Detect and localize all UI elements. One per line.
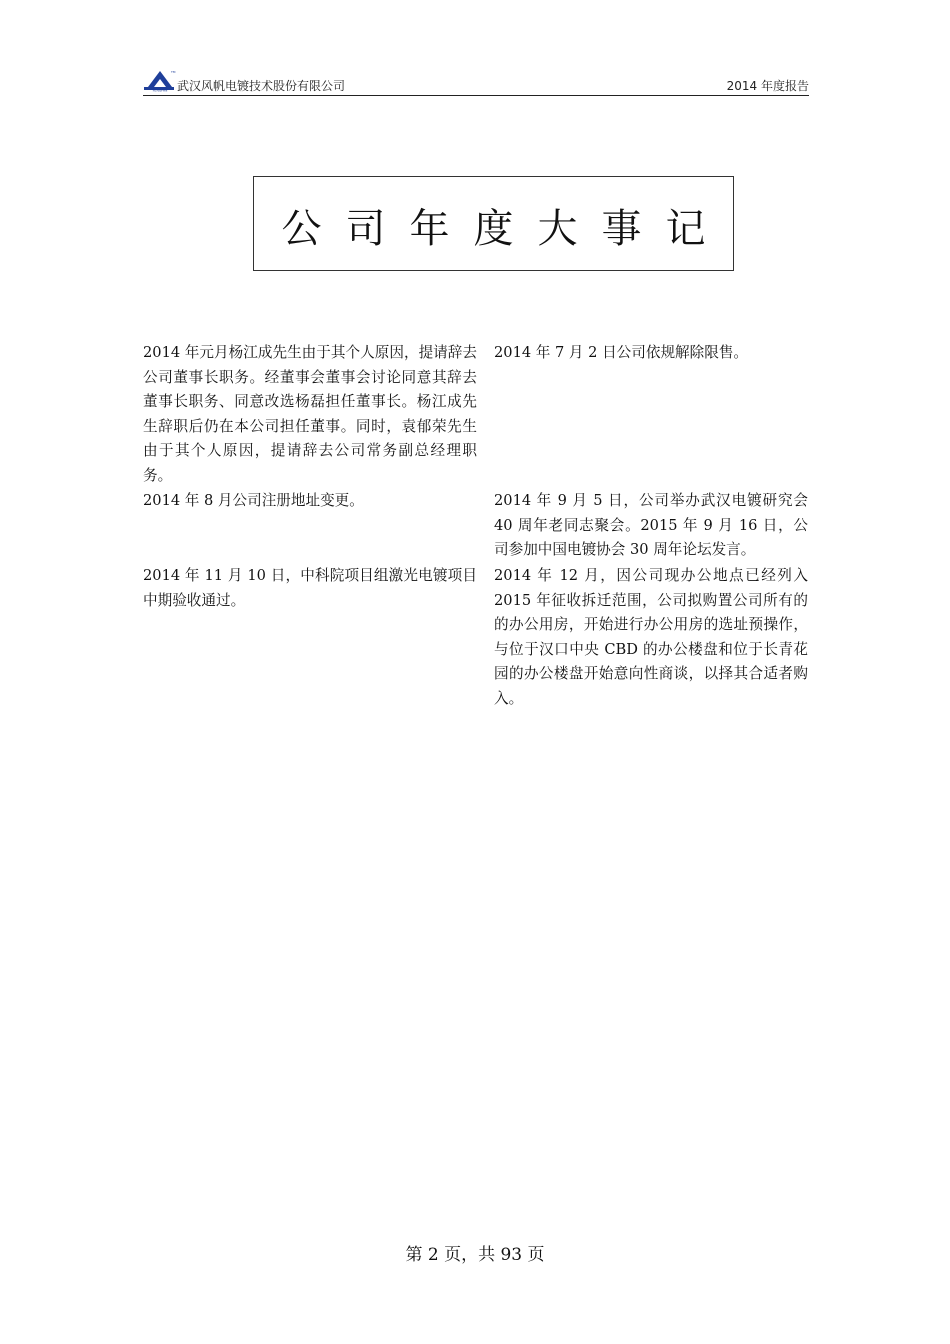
svg-text:FENGFAN: FENGFAN [152, 88, 168, 92]
title-box [253, 176, 734, 271]
company-logo-icon [143, 68, 177, 92]
company-name: 武汉风帆电镀技术股份有限公司 [177, 79, 346, 93]
event-item: 2014 年元月杨江成先生由于其个人原因，提请辞去公司董事长职务。经董事会董事会讨论同意其辞去董事长职务、同意改选杨磊担任董事长。杨江成先生辞职后仍在本公司担任董事。同时，袁郁荣先生由于其个人原因，提请辞去公司常务副总经理职务。 [143, 344, 477, 484]
header-divider [143, 95, 809, 96]
event-item: 2014 年 12 月，因公司现办公地点已经列入 2015 年征收拆迁范围，公司拟购置公司所有的的办公用房，开始进行办公用房的选址预操作，与位于汉口中央 CBD 的办公楼盘和位于长青花园的办公楼盘开始意向性商谈，以择其合适者购入。 [494, 567, 808, 707]
page-number: 第 2 页，共 93 页 [405, 1245, 545, 1265]
page-header [143, 66, 809, 96]
svg-text:TM: TM [171, 70, 176, 74]
event-item: 2014 年 11 月 10 日，中科院项目组激光电镀项目中期验收通过。 [143, 567, 477, 609]
report-name: 2014 年度报告 [726, 79, 809, 93]
event-item: 2014 年 9 月 5 日，公司举办武汉电镀研究会 40 周年老同志聚会。2015 年 9 月 16 日，公司参加中国电镀协会 30 周年论坛发言。 [494, 492, 808, 558]
page-title: 公司年度大事记 [281, 206, 730, 252]
event-item: 2014 年 7 月 2 日公司依规解除限售。 [494, 344, 749, 361]
event-item: 2014 年 8 月公司注册地址变更。 [143, 492, 364, 509]
